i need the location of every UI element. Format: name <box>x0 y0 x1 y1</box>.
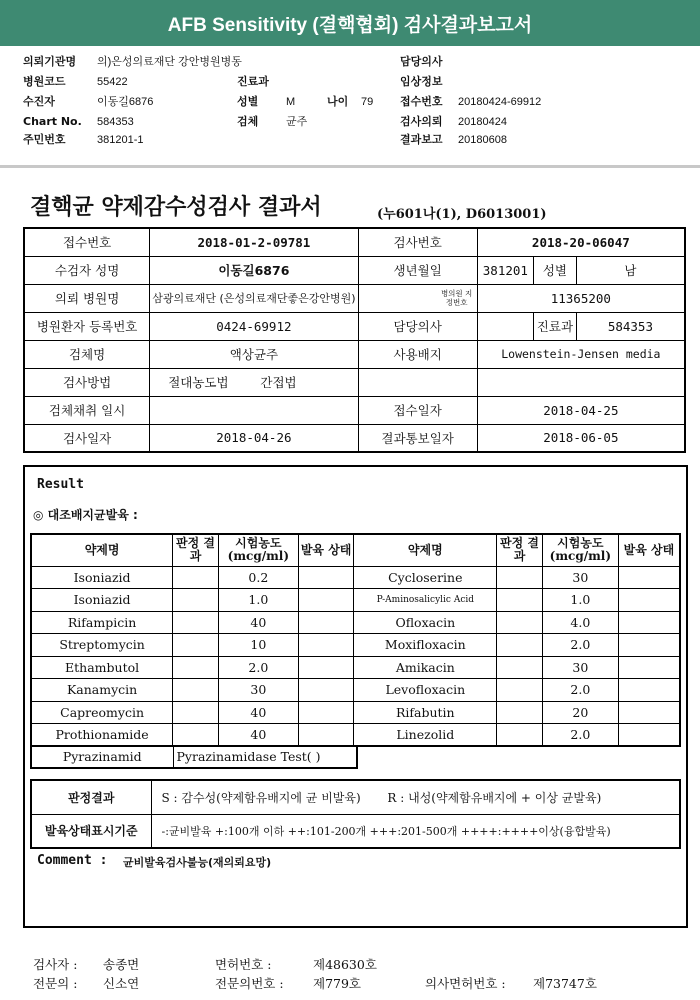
judgement-right <box>497 724 543 747</box>
doctor-value-cell <box>477 312 533 340</box>
method-absolute: 절대농도법 <box>168 375 229 390</box>
col-growth-left: 발육 상태 <box>298 534 354 566</box>
growth-left <box>298 634 354 657</box>
concentration-left: 1.0 <box>218 589 298 612</box>
hospital-code-value: 55422 <box>97 76 128 88</box>
report-date-label: 결과보고 <box>400 133 443 146</box>
growth-left <box>298 589 354 612</box>
dob-value: 381201 <box>477 256 533 284</box>
specimen-value-cell: 액상균주 <box>150 340 358 368</box>
table-row <box>31 656 680 679</box>
growth-right <box>618 656 680 679</box>
patient-name-label: 수검자 성명 <box>24 256 150 284</box>
document-title: 결핵균 약제감수성검사 결과서 <box>30 194 322 220</box>
collect-value <box>150 396 358 424</box>
growth-right <box>618 724 680 747</box>
growth-right <box>618 701 680 724</box>
drug-name-right: Amikacin <box>354 656 497 679</box>
hospital-code-label: 병원코드 <box>23 75 66 88</box>
comment-label: Comment : <box>37 853 108 868</box>
judgement-criteria-value <box>151 780 680 814</box>
sex-value-cell: 남 <box>576 256 685 284</box>
header-separator <box>0 165 700 168</box>
table-row <box>31 634 680 657</box>
test-date-value: 2018-04-26 <box>150 424 358 452</box>
doctor-license-label: 의사면허번호 : <box>425 976 506 991</box>
concentration-left: 40 <box>218 724 298 747</box>
pza-test: Pyrazinamidase Test( ) <box>173 746 357 768</box>
reg-no-value: 0424-69912 <box>150 312 358 340</box>
judgement-right <box>497 611 543 634</box>
specimen-label: 검체 <box>237 115 259 128</box>
judgement-s: S : 감수성(약제함유배지에 균 비발육) <box>161 790 361 805</box>
judgement-criteria-label: 판정결과 <box>31 780 151 814</box>
drug-name-right: Ofloxacin <box>354 611 497 634</box>
drug-name-left: Streptomycin <box>31 634 173 657</box>
drug-name-right: Cycloserine <box>354 566 497 589</box>
method-blank-2 <box>477 368 685 396</box>
table-row <box>31 566 680 589</box>
judgement-right <box>497 701 543 724</box>
growth-left <box>298 656 354 679</box>
test-no-label: 검사번호 <box>358 228 477 256</box>
tester-label: 검사자 : <box>33 957 78 972</box>
judgement-right <box>497 566 543 589</box>
judgement-left <box>173 679 219 702</box>
age-label: 나이 <box>327 95 349 108</box>
tester-value: 송종면 <box>103 957 140 972</box>
comment-value: 균비발육검사불능(재의뢰요망) <box>123 856 272 869</box>
col-conc-right: 시험농도 (mcg/ml) <box>542 534 618 566</box>
concentration-right: 30 <box>542 656 618 679</box>
specialist-no-value: 제779호 <box>313 976 362 991</box>
judgement-left <box>173 589 219 612</box>
result-label: Result <box>37 477 84 492</box>
doctor-label-cell: 담당의사 <box>358 312 477 340</box>
medium-label: 사용배지 <box>358 340 477 368</box>
drug-sensitivity-table <box>30 533 681 747</box>
sex-label: 성별 <box>237 95 259 108</box>
concentration-right: 1.0 <box>542 589 618 612</box>
document-subtitle: (누601나(1), D6013001) <box>377 207 547 222</box>
hospital-label-cell: 의뢰 병원명 <box>24 284 150 312</box>
receipt-no-value: 2018-01-2-09781 <box>150 228 358 256</box>
drug-name-left: Rifampicin <box>31 611 173 634</box>
growth-right <box>618 589 680 612</box>
patient-label: 수진자 <box>23 95 55 108</box>
drug-name-left: Prothionamide <box>31 724 173 747</box>
dept-label-cell: 진료과 <box>534 312 577 340</box>
specialist-label: 전문의 : <box>33 976 78 991</box>
designated-label: 병의원 지정번호 <box>358 284 477 312</box>
drug-name-left: Ethambutol <box>31 656 173 679</box>
concentration-left: 40 <box>218 611 298 634</box>
report-date-value: 20180608 <box>458 134 507 146</box>
concentration-left: 40 <box>218 701 298 724</box>
concentration-left: 30 <box>218 679 298 702</box>
growth-right <box>618 566 680 589</box>
receive-value: 2018-04-25 <box>477 396 685 424</box>
growth-right <box>618 634 680 657</box>
col-drug-left: 약제명 <box>31 534 173 566</box>
drug-name-left: Capreomycin <box>31 701 173 724</box>
notify-label: 결과통보일자 <box>358 424 477 452</box>
dept-value-cell: 584353 <box>576 312 685 340</box>
test-date-label: 검사일자 <box>24 424 150 452</box>
license-label: 면허번호 : <box>215 957 272 972</box>
hospital-value-cell: 삼광의료재단 (은성의료재단좋은강안병원) <box>150 284 358 312</box>
drug-name-left: Isoniazid <box>31 566 173 589</box>
concentration-right: 20 <box>542 701 618 724</box>
drug-name-right: Moxifloxacin <box>354 634 497 657</box>
drug-name-right: Rifabutin <box>354 701 497 724</box>
dob-label: 생년월일 <box>358 256 477 284</box>
legend-table <box>30 779 681 849</box>
specialist-no-label: 전문의번호 : <box>215 976 284 991</box>
report-title-bar <box>0 0 700 46</box>
medium-value: Lowenstein-Jensen media <box>477 340 685 368</box>
reg-no-label: 병원환자 등록번호 <box>24 312 150 340</box>
concentration-left: 2.0 <box>218 656 298 679</box>
col-judgement-left: 판정 결과 <box>173 534 219 566</box>
growth-criteria-value: -:균비발육 +:100개 이하 ++:101-200개 +++:201-500개 ++++:++++이상(융합발육) <box>151 814 680 848</box>
method-label: 검사방법 <box>24 368 150 396</box>
concentration-right: 2.0 <box>542 634 618 657</box>
resident-no-label: 주민번호 <box>23 133 66 146</box>
hospital-name-label: 의뢰기관명 <box>23 55 77 68</box>
request-date-value: 20180424 <box>458 116 507 128</box>
drug-name-right: Linezolid <box>354 724 497 747</box>
receive-label: 접수일자 <box>358 396 477 424</box>
table-row <box>31 724 680 747</box>
chart-no-label: Chart No. <box>23 115 82 128</box>
hospital-name-value: 의)은성의료재단 강안병원병동 <box>97 56 242 68</box>
patient-name-value: 이동길6876 <box>150 256 358 284</box>
chart-no-value: 584353 <box>97 116 134 128</box>
judgement-right <box>497 656 543 679</box>
department-label: 진료과 <box>237 75 269 88</box>
request-date-label: 검사의뢰 <box>400 115 443 128</box>
drug-name-right: Levofloxacin <box>354 679 497 702</box>
judgement-left <box>173 701 219 724</box>
judgement-r: R : 내성(약제함유배지에 + 이상 균발육) <box>387 790 602 805</box>
judgement-left <box>173 656 219 679</box>
sex-label-cell: 성별 <box>534 256 577 284</box>
growth-right <box>618 611 680 634</box>
table-row <box>31 679 680 702</box>
judgement-right <box>497 589 543 612</box>
accession-no-label: 접수번호 <box>400 95 443 108</box>
growth-left <box>298 611 354 634</box>
notify-value: 2018-06-05 <box>477 424 685 452</box>
specialist-value: 신소연 <box>103 976 140 991</box>
growth-left <box>298 701 354 724</box>
receipt-no-label: 접수번호 <box>24 228 150 256</box>
col-growth-right: 발육 상태 <box>618 534 680 566</box>
judgement-left <box>173 611 219 634</box>
concentration-right: 4.0 <box>542 611 618 634</box>
col-drug-right: 약제명 <box>354 534 497 566</box>
designated-value: 11365200 <box>477 284 685 312</box>
patient-value: 이동길6876 <box>97 96 154 108</box>
collect-label: 검체채취 일시 <box>24 396 150 424</box>
license-value: 제48630호 <box>313 957 377 972</box>
pza-drug: Pyrazinamid <box>31 746 173 768</box>
method-blank-1 <box>358 368 477 396</box>
doctor-license-value: 제73747호 <box>533 976 597 991</box>
specimen-label-cell: 검체명 <box>24 340 150 368</box>
control-culture-label: ◎ 대조배지균발육 : <box>33 508 138 522</box>
judgement-right <box>497 679 543 702</box>
method-value <box>150 368 358 396</box>
sex-value: M <box>286 96 296 108</box>
method-indirect: 간접법 <box>260 375 297 390</box>
concentration-left: 0.2 <box>218 566 298 589</box>
drug-rows <box>31 566 680 746</box>
pyrazinamide-row <box>30 745 358 769</box>
col-conc-left: 시험농도 (mcg/ml) <box>218 534 298 566</box>
growth-left <box>298 724 354 747</box>
growth-left <box>298 566 354 589</box>
table-row <box>31 701 680 724</box>
judgement-left <box>173 566 219 589</box>
attending-doctor-label: 담당의사 <box>400 55 443 68</box>
age-value: 79 <box>361 96 374 108</box>
specimen-value: 균주 <box>286 116 308 128</box>
table-row <box>31 611 680 634</box>
growth-left <box>298 679 354 702</box>
judgement-left <box>173 724 219 747</box>
drug-name-left: Isoniazid <box>31 589 173 612</box>
table-row <box>31 589 680 612</box>
accession-no-value: 20180424-69912 <box>458 96 542 108</box>
growth-right <box>618 679 680 702</box>
concentration-right: 2.0 <box>542 679 618 702</box>
concentration-right: 30 <box>542 566 618 589</box>
growth-criteria-label: 발육상태표시기준 <box>31 814 151 848</box>
report-title: AFB Sensitivity (결핵협회) 검사결과보고서 <box>167 14 533 36</box>
col-judgement-right: 판정 결과 <box>497 534 543 566</box>
test-no-value: 2018-20-06047 <box>477 228 685 256</box>
resident-no-value: 381201-1 <box>97 134 144 146</box>
concentration-right: 2.0 <box>542 724 618 747</box>
concentration-left: 10 <box>218 634 298 657</box>
judgement-left <box>173 634 219 657</box>
drug-name-right: P-Aminosalicylic Acid <box>354 589 497 612</box>
judgement-right <box>497 634 543 657</box>
patient-info-table <box>23 227 686 453</box>
clinical-info-label: 임상정보 <box>400 75 443 88</box>
drug-name-left: Kanamycin <box>31 679 173 702</box>
